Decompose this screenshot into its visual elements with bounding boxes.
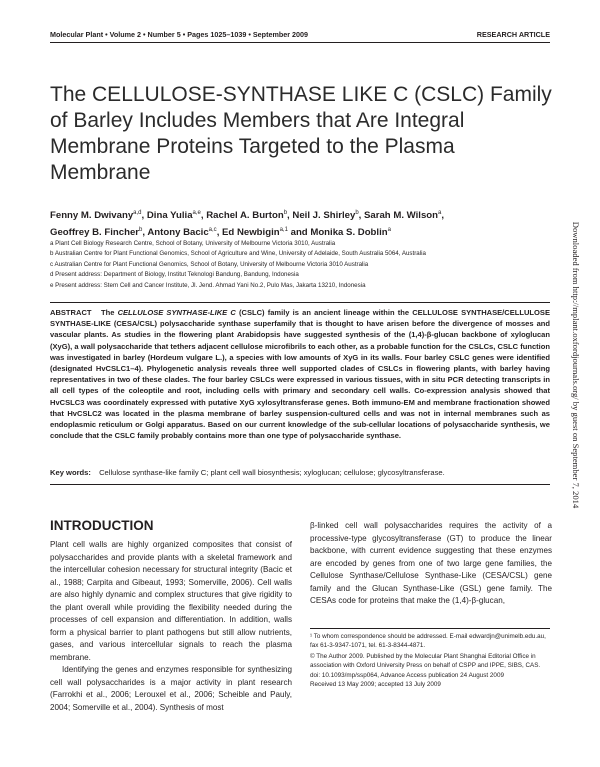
running-header xyxy=(50,30,550,39)
affiliation: d Present address: Department of Biology, Institut Teknologi Bandung, Bandung, Indonesia xyxy=(50,271,299,279)
correspondence-note: ¹ To whom correspondence should be addressed. E-mail edwardjn@unimelb.edu.au, fax 61-3-9347-1071, tel. 61-3-8344-4871. xyxy=(310,633,546,650)
received-note: Received 13 May 2009; accepted 13 July 2009 xyxy=(310,681,441,689)
doi-note: doi: 10.1093/mp/ssp064, Advance Access publication 24 August 2009 xyxy=(310,671,504,679)
affiliation: b Australian Centre for Plant Functional Genomics, School of Agriculture and Wine, University of Adelaide, South Australia 5064, Australia xyxy=(50,250,426,258)
article-title: The CELLULOSE-SYNTHASE LIKE C (CSLC) Family of Barley Includes Members that Are Integral Membrane Proteins Targeted to the Plasma Membrane xyxy=(50,83,552,184)
author-list xyxy=(50,206,550,240)
abstract-bottom-rule xyxy=(50,484,550,485)
affiliation: c Australian Centre for Plant Functional Genomics, School of Botany, University of Melbourne Victoria 3010 Australia xyxy=(50,260,369,268)
left-column xyxy=(50,539,292,714)
author: Dina Yulia$^{a,e}$, xyxy=(146,210,207,222)
keywords-label: Key words: xyxy=(50,468,91,477)
journal-line: Molecular Plant • Volume 2 • Number 5 • Pages 1025–1039 • September 2009 xyxy=(50,30,309,39)
header-rule xyxy=(50,42,550,43)
keywords xyxy=(50,468,550,477)
abstract-label: ABSTRACT xyxy=(50,308,92,317)
author: Neil J. Shirley$^b$, xyxy=(292,210,364,222)
affiliation: a Plant Cell Biology Research Centre, School of Botany, University of Melbourne Victoria 3010, Australia xyxy=(50,240,336,247)
affiliations xyxy=(50,239,550,291)
intro-paragraph-continued: β-linked cell wall polysaccharides requires the activity of a processive-type glycosyltransferase (GT) to produce the linear backbone, with current evidence suggesting that these enzymes are encoded by genes from one of two large gene families, the Cellulose Synthase/Cellulose Synthase-Like (CESA/CSL) gene family and the Glucan Synthase-Like (GSL) gene family. The CESAs code for proteins that make the (1,4)-β-glucan, xyxy=(310,521,552,605)
download-notice-text: Downloaded from http://mplant.oxfordjournals.org/ by guest on September 7, 2014 xyxy=(571,221,581,509)
intro-paragraph-2: Identifying the genes and enzymes responsible for synthesizing cell wall polysaccharides is a major activity in plant research (Farrokhi et al., 2006; Lerouxel et al., 2006; Scheible and Pauly, 2004; Somerville et al., 2004). Synthesis of most xyxy=(50,665,292,712)
affiliation: e Present address: Stem Cell and Cancer Institute, Jl. Jend. Ahmad Yani No.2, Pulo Mas, Jakarta 13210, Indonesia xyxy=(50,281,366,289)
author: Sarah M. Wilson$^a$, xyxy=(364,210,445,222)
abstract-lead-word: The xyxy=(100,308,115,317)
author: Monika S. Doblin$^a$ xyxy=(310,227,391,239)
section-heading-introduction: INTRODUCTION xyxy=(50,518,154,533)
author: Antony Bacic$^{a,c}$, xyxy=(147,227,223,239)
keywords-text: Cellulose synthase-like family C; plant cell wall biosynthesis; xyloglucan; cellulose; glycosyltransferase. xyxy=(99,468,445,477)
copyright-note: © The Author 2009. Published by the Molecular Plant Shanghai Editorial Office in association with Oxford University Press on behalf of CSPP and IPPE, SIBS, CAS. xyxy=(310,652,541,670)
abstract-text: (CSLC) family is an ancient lineage within the CELLULOSE SYNTHASE/CELLULOSE SYNTHASE-LIKE (CESA/CSL) polysaccharide synthase superfamily that is thought to have arisen before the divergence of mosses and vascular plants. As studies in the flowering plant Arabidopsis have suggested synthesis of the (1,4)-β-glucan backbone of xyloglucan (XyG), a wall polysaccharide that tethers adjacent cellulose microfibrils to each other, as a probable function for the CSLCs, CSLC function was investigated in barley (Hordeum vulgare L.), a species with low amounts of XyG in its walls. Four barley CSLC genes were identified (designated HvCSLC1–4). Phylogenetic analysis reveals three well supported clades of CSLCs in flowering plants, with barley having representatives in two of these clades. The four barley CSLCs were expressed in various tissues, with in situ PCR detecting transcripts in all cell types of the coleoptile and root, including cells with primary and secondary cell walls. Co-expression analysis showed that HvCSLC3 was coordinately expressed with putative XyG xylosyltransferase genes. Both immuno-EM and membrane fractionation showed that HvCSLC2 was located in the plasma membrane of barley suspension-cultured cells and was not in internal membranes such as endoplasmic reticulum or Golgi apparatus. Based on our current knowledge of the sub-cellular locations of polysaccharide synthesis, we conclude that the CSLC family probably contains more than one type of polysaccharide synthase. xyxy=(50,308,550,441)
footnotes xyxy=(310,632,550,689)
author: Rachel A. Burton$^b$, xyxy=(206,210,293,222)
intro-paragraph-1: Plant cell walls are highly organized composites that consist of polysaccharides and provide plants with a skeletal framework and the intercellular cohesion necessary for structural integrity (Bacic et al., 1988; Carpita and Gibeaut, 1993; Somerville, 2006). Cell walls are also highly dynamic and complex structures that give rigidity to the plant overall while providing the flexibility needed during the processes of cell expansion and differentiation. In addition, walls form a physical barrier to plant pathogens but still allow nutrients, gases, and various intercellular signals to reach the plasma membrane. xyxy=(50,540,292,662)
author: Geoffrey B. Fincher$^b$, xyxy=(50,227,148,239)
abstract xyxy=(50,307,550,441)
author: Ed Newbigin$^{a,1}$ and xyxy=(222,227,311,239)
author: Fenny M. Dwivany$^{a,d}$, xyxy=(50,210,147,222)
article-type: RESEARCH ARTICLE xyxy=(476,30,550,39)
footnote-rule xyxy=(310,628,550,629)
download-notice xyxy=(571,145,581,585)
abstract-lead: CELLULOSE SYNTHASE-LIKE C xyxy=(117,308,236,317)
abstract-top-rule xyxy=(50,302,550,303)
right-column xyxy=(310,520,552,608)
